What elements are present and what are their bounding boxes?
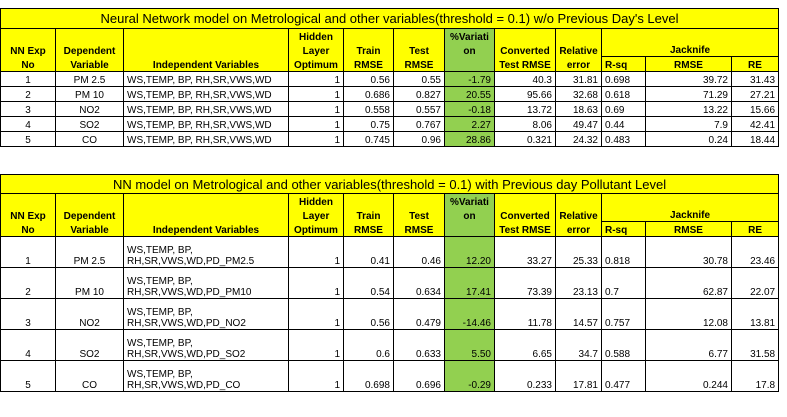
header-relative-a: Relative [556,43,602,57]
cell-converted: 0.321 [495,132,556,147]
header-converted-a: Converted [495,43,556,57]
cell-exp-no: 5 [1,361,56,392]
cell-test: 0.767 [394,117,445,132]
header-independent: Independent Variables [124,222,289,237]
header-train-a: Train [344,43,394,57]
table-with-previous-day [0,174,779,392]
cell-exp-no: 2 [1,268,56,299]
cell-rmse: 30.78 [646,237,732,268]
cell-re: 13.81 [732,299,779,330]
cell-exp-no: 4 [1,117,56,132]
cell-relative: 24.32 [556,132,602,147]
cell-dependent: CO [56,361,124,392]
cell-rmse: 0.244 [646,361,732,392]
cell-train: 0.686 [344,87,394,102]
cell-independent-line2: RH,SR,VWS,WD,PD_CO [127,380,241,391]
cell-converted: 33.27 [495,237,556,268]
cell-dependent: PM 10 [56,87,124,102]
cell-independent: WS,TEMP, BP, RH,SR,VWS,WD [124,72,289,87]
header-hidden-c: Optimum [289,57,344,72]
cell-hidden: 1 [289,72,344,87]
cell-rmse: 13.22 [646,102,732,117]
cell-rsq: 0.477 [602,361,646,392]
cell-relative: 32.68 [556,87,602,102]
cell-train: 0.745 [344,132,394,147]
cell-test: 0.696 [394,361,445,392]
cell-converted: 40.3 [495,72,556,87]
table-row [1,330,779,361]
header-hidden-b: Layer [289,43,344,57]
cell-dependent: PM 2.5 [56,72,124,87]
cell-relative: 14.57 [556,299,602,330]
table-row [1,361,779,392]
cell-re: 15.66 [732,102,779,117]
cell-dependent: PM 10 [56,268,124,299]
cell-independent-line1: WS,TEMP, BP, [127,369,193,380]
header-dependent-a: Dependent [56,43,124,57]
header-variation-a: %Variati [445,194,495,208]
cell-independent: WS,TEMP, BP, RH,SR,VWS,WD [124,117,289,132]
header-variation-b: on [445,43,495,57]
cell-hidden: 1 [289,268,344,299]
cell-independent-line2: RH,SR,VWS,WD,PD_NO2 [127,318,246,329]
header-exp-b: No [1,222,56,237]
cell-exp-no: 3 [1,102,56,117]
cell-train: 0.54 [344,268,394,299]
cell-independent-line1: WS,TEMP, BP, [127,338,193,349]
cell-independent-line1: WS,TEMP, BP, [127,276,193,287]
header-hidden-a: Hidden [289,29,344,43]
cell-hidden: 1 [289,87,344,102]
header-relative-b: error [556,57,602,72]
cell-variation: 17.41 [445,268,495,299]
cell-re: 31.43 [732,72,779,87]
cell-converted: 0.233 [495,361,556,392]
table-row [1,87,779,102]
cell-relative: 49.47 [556,117,602,132]
header-test-a: Test [394,208,445,222]
cell-rmse: 71.29 [646,87,732,102]
cell-variation: -1.79 [445,72,495,87]
header-test-b: RMSE [394,222,445,237]
cell-variation: -0.18 [445,102,495,117]
header-rsq: R-sq [602,222,646,237]
table-row [1,117,779,132]
table-row [1,299,779,330]
cell-re: 31.58 [732,330,779,361]
header-relative-b: error [556,222,602,237]
cell-variation: 28.86 [445,132,495,147]
cell-variation: 2.27 [445,117,495,132]
header-variation-a: %Variati [445,29,495,43]
cell-rsq: 0.757 [602,299,646,330]
header-jacknife: Jacknife [602,208,779,222]
header-variation-b: on [445,208,495,222]
cell-exp-no: 3 [1,299,56,330]
cell-rsq: 0.69 [602,102,646,117]
header-train-b: RMSE [344,57,394,72]
cell-independent: WS,TEMP, BP, RH,SR,VWS,WD [124,132,289,147]
header-dependent-b: Variable [56,222,124,237]
cell-exp-no: 1 [1,72,56,87]
cell-relative: 23.13 [556,268,602,299]
cell-hidden: 1 [289,330,344,361]
cell-relative: 34.7 [556,330,602,361]
cell-independent-line2: RH,SR,VWS,WD,PD_PM10 [127,287,252,298]
cell-hidden: 1 [289,237,344,268]
cell-rsq: 0.588 [602,330,646,361]
cell-rsq: 0.818 [602,237,646,268]
cell-rsq: 0.7 [602,268,646,299]
cell-re: 27.21 [732,87,779,102]
cell-relative: 17.81 [556,361,602,392]
table-row [1,268,779,299]
cell-hidden: 1 [289,361,344,392]
header-train-b: RMSE [344,222,394,237]
cell-test: 0.96 [394,132,445,147]
header-train-a: Train [344,208,394,222]
header-jacknife: Jacknife [602,43,779,57]
header-rmse: RMSE [646,222,732,237]
header-exp-a: NN Exp [1,43,56,57]
header-converted-a: Converted [495,208,556,222]
header-relative-a: Relative [556,208,602,222]
cell-variation: -14.46 [445,299,495,330]
header-dependent-b: Variable [56,57,124,72]
cell-independent-line1: WS,TEMP, BP, [127,307,193,318]
cell-dependent: CO [56,132,124,147]
cell-rmse: 0.24 [646,132,732,147]
header-hidden-c: Optimum [289,222,344,237]
header-test-a: Test [394,43,445,57]
header-independent: Independent Variables [124,57,289,72]
cell-rsq: 0.483 [602,132,646,147]
cell-dependent: NO2 [56,102,124,117]
cell-test: 0.634 [394,268,445,299]
cell-converted: 95.66 [495,87,556,102]
cell-dependent: PM 2.5 [56,237,124,268]
cell-rmse: 62.87 [646,268,732,299]
cell-converted: 13.72 [495,102,556,117]
header-hidden-b: Layer [289,208,344,222]
cell-independent-line2: RH,SR,VWS,WD,PD_PM2.5 [127,256,255,267]
cell-relative: 18.63 [556,102,602,117]
cell-re: 17.8 [732,361,779,392]
cell-variation: 12.20 [445,237,495,268]
cell-dependent: NO2 [56,299,124,330]
cell-rmse: 6.77 [646,330,732,361]
cell-test: 0.46 [394,237,445,268]
cell-exp-no: 2 [1,87,56,102]
cell-variation: 5.50 [445,330,495,361]
cell-exp-no: 4 [1,330,56,361]
cell-re: 22.07 [732,268,779,299]
cell-dependent: SO2 [56,330,124,361]
cell-hidden: 1 [289,132,344,147]
cell-independent: WS,TEMP, BP, RH,SR,VWS,WD [124,102,289,117]
header-converted-b: Test RMSE [495,57,556,72]
cell-converted: 8.06 [495,117,556,132]
cell-rsq: 0.618 [602,87,646,102]
header-re: RE [732,57,779,72]
header-re: RE [732,222,779,237]
table1-title: Neural Network model on Metrological and other variables(threshold = 0.1) w/o Previous Day's Level [1,9,779,29]
header-rsq: R-sq [602,57,646,72]
cell-dependent: SO2 [56,117,124,132]
cell-hidden: 1 [289,117,344,132]
header-dependent-a: Dependent [56,208,124,222]
cell-rsq: 0.698 [602,72,646,87]
cell-independent-line2: RH,SR,VWS,WD,PD_SO2 [127,349,246,360]
cell-re: 42.41 [732,117,779,132]
cell-hidden: 1 [289,299,344,330]
table-without-previous-day [0,8,779,147]
cell-rmse: 12.08 [646,299,732,330]
cell-converted: 11.78 [495,299,556,330]
header-exp-b: No [1,57,56,72]
cell-test: 0.557 [394,102,445,117]
cell-independent: WS,TEMP, BP, RH,SR,VWS,WD [124,87,289,102]
cell-train: 0.56 [344,72,394,87]
header-test-b: RMSE [394,57,445,72]
cell-variation: -0.29 [445,361,495,392]
cell-test: 0.633 [394,330,445,361]
cell-independent-line1: WS,TEMP, BP, [127,245,193,256]
cell-relative: 31.81 [556,72,602,87]
table-row [1,132,779,147]
cell-test: 0.827 [394,87,445,102]
cell-train: 0.75 [344,117,394,132]
cell-rsq: 0.44 [602,117,646,132]
cell-train: 0.6 [344,330,394,361]
cell-re: 18.44 [732,132,779,147]
cell-exp-no: 5 [1,132,56,147]
cell-converted: 73.39 [495,268,556,299]
cell-rmse: 39.72 [646,72,732,87]
cell-converted: 6.65 [495,330,556,361]
header-hidden-a: Hidden [289,194,344,208]
cell-test: 0.55 [394,72,445,87]
cell-variation: 20.55 [445,87,495,102]
cell-re: 23.46 [732,237,779,268]
header-exp-a: NN Exp [1,208,56,222]
table2-title: NN model on Metrological and other variables(threshold = 0.1) with Previous day Pollutant Level [1,175,779,194]
cell-exp-no: 1 [1,237,56,268]
cell-test: 0.479 [394,299,445,330]
table-row [1,237,779,268]
cell-train: 0.41 [344,237,394,268]
table-row [1,102,779,117]
cell-rmse: 7.9 [646,117,732,132]
cell-train: 0.698 [344,361,394,392]
cell-hidden: 1 [289,102,344,117]
table-row [1,72,779,87]
header-rmse: RMSE [646,57,732,72]
cell-train: 0.558 [344,102,394,117]
cell-relative: 25.33 [556,237,602,268]
header-converted-b: Test RMSE [495,222,556,237]
cell-train: 0.56 [344,299,394,330]
